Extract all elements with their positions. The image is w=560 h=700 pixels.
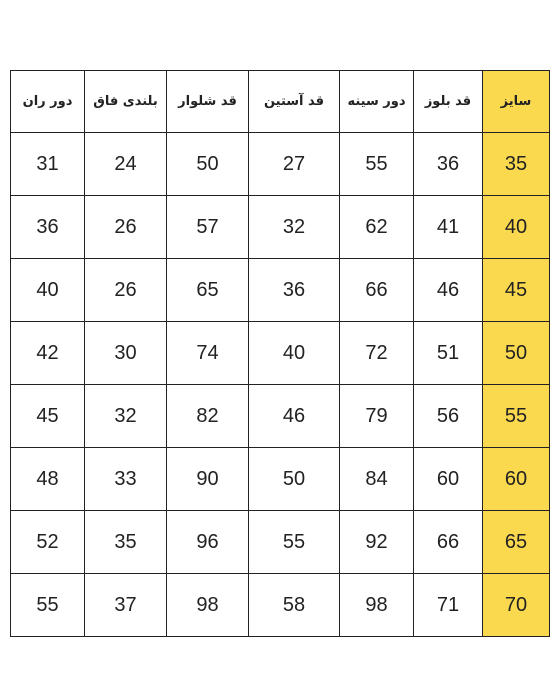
cell-chest: 79: [340, 385, 414, 448]
size-chart-table: [10, 70, 550, 637]
cell-thigh: 48: [11, 448, 85, 511]
cell-rise: 30: [85, 322, 167, 385]
table-row: [11, 133, 550, 196]
header-rise: بلندی فاق: [85, 71, 167, 133]
header-row: [11, 71, 550, 133]
cell-sleeve-length: 50: [249, 448, 340, 511]
cell-blouse-length: 56: [414, 385, 483, 448]
cell-size: 35: [483, 133, 550, 196]
cell-chest: 66: [340, 259, 414, 322]
table-row: [11, 259, 550, 322]
cell-rise: 32: [85, 385, 167, 448]
cell-chest: 84: [340, 448, 414, 511]
cell-chest: 98: [340, 574, 414, 637]
cell-sleeve-length: 36: [249, 259, 340, 322]
cell-rise: 24: [85, 133, 167, 196]
cell-blouse-length: 46: [414, 259, 483, 322]
table-body: [11, 133, 550, 637]
cell-size: 60: [483, 448, 550, 511]
table-row: [11, 448, 550, 511]
cell-blouse-length: 51: [414, 322, 483, 385]
header-chest: دور سینه: [340, 71, 414, 133]
cell-size: 50: [483, 322, 550, 385]
table-row: [11, 511, 550, 574]
cell-rise: 26: [85, 196, 167, 259]
cell-thigh: 36: [11, 196, 85, 259]
cell-pants-length: 96: [167, 511, 249, 574]
cell-pants-length: 82: [167, 385, 249, 448]
cell-rise: 37: [85, 574, 167, 637]
header-thigh: دور ران: [11, 71, 85, 133]
cell-pants-length: 74: [167, 322, 249, 385]
cell-sleeve-length: 46: [249, 385, 340, 448]
cell-rise: 26: [85, 259, 167, 322]
table-row: [11, 322, 550, 385]
cell-pants-length: 90: [167, 448, 249, 511]
cell-chest: 72: [340, 322, 414, 385]
header-size: سایز: [483, 71, 550, 133]
cell-sleeve-length: 27: [249, 133, 340, 196]
cell-pants-length: 98: [167, 574, 249, 637]
table-header: [11, 71, 550, 133]
cell-sleeve-length: 55: [249, 511, 340, 574]
cell-blouse-length: 36: [414, 133, 483, 196]
cell-sleeve-length: 32: [249, 196, 340, 259]
cell-thigh: 55: [11, 574, 85, 637]
cell-size: 55: [483, 385, 550, 448]
header-sleeve-length: قد آستین: [249, 71, 340, 133]
cell-blouse-length: 66: [414, 511, 483, 574]
cell-blouse-length: 71: [414, 574, 483, 637]
cell-blouse-length: 60: [414, 448, 483, 511]
cell-size: 45: [483, 259, 550, 322]
cell-thigh: 40: [11, 259, 85, 322]
cell-size: 40: [483, 196, 550, 259]
cell-pants-length: 65: [167, 259, 249, 322]
cell-thigh: 31: [11, 133, 85, 196]
cell-size: 70: [483, 574, 550, 637]
cell-sleeve-length: 58: [249, 574, 340, 637]
table-row: [11, 574, 550, 637]
cell-chest: 62: [340, 196, 414, 259]
header-blouse-length: قد بلوز: [414, 71, 483, 133]
cell-chest: 92: [340, 511, 414, 574]
cell-thigh: 52: [11, 511, 85, 574]
cell-rise: 35: [85, 511, 167, 574]
table-row: [11, 196, 550, 259]
cell-blouse-length: 41: [414, 196, 483, 259]
cell-pants-length: 57: [167, 196, 249, 259]
header-pants-length: قد شلوار: [167, 71, 249, 133]
cell-thigh: 45: [11, 385, 85, 448]
cell-chest: 55: [340, 133, 414, 196]
cell-pants-length: 50: [167, 133, 249, 196]
cell-sleeve-length: 40: [249, 322, 340, 385]
cell-size: 65: [483, 511, 550, 574]
cell-rise: 33: [85, 448, 167, 511]
table-row: [11, 385, 550, 448]
cell-thigh: 42: [11, 322, 85, 385]
